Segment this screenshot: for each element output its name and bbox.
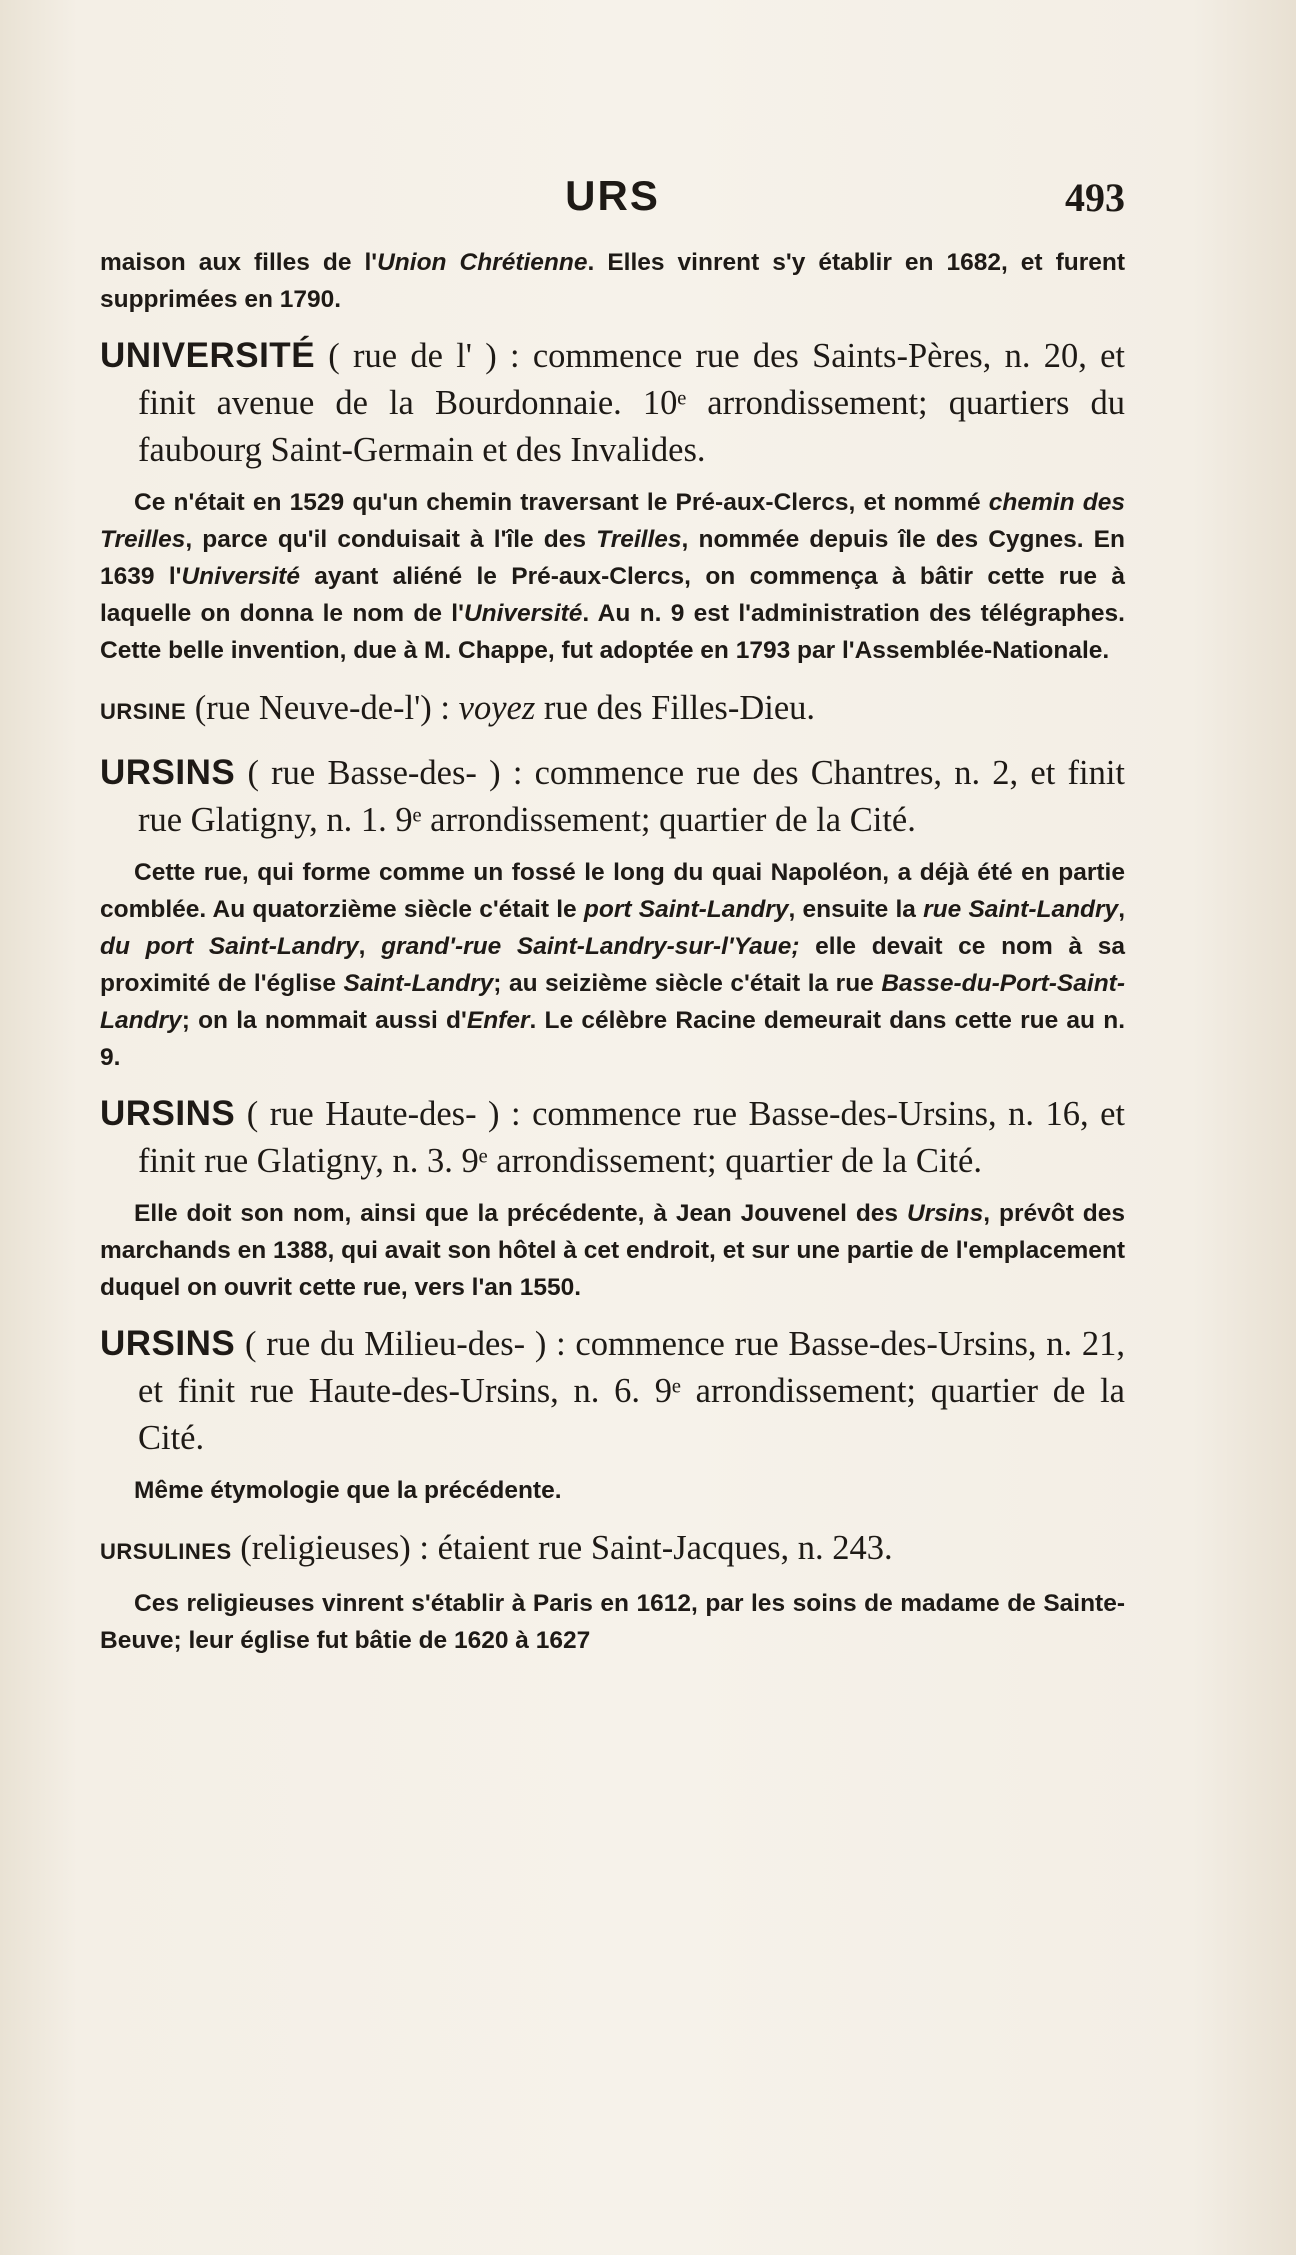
entry-ursins-basse (100, 749, 1125, 844)
entry-note-universite: Ce n'était en 1529 qu'un chemin traversant le Pré-aux-Clercs, et nommé chemin des Treilles, parce qu'il conduisait à l'île des Treilles, nommée depuis île des Cygnes. En 1639 l'Université ayant aliéné le Pré-aux-Clercs, on commença à bâtir cette rue à laquelle on donna le nom de l'Université. Au n. 9 est l'administration des télégraphes. Cette belle invention, due à M. Chappe, fut adoptée en 1793 par l'Assemblée-Nationale. (100, 489, 1125, 664)
entry-universite (100, 332, 1125, 474)
entry-head: URSINS (100, 1324, 236, 1363)
entry-head: URSINS (100, 1094, 236, 1133)
cross-reference: voyez (458, 689, 536, 727)
entry-head: URSULINES (100, 1539, 232, 1564)
running-title: URS (565, 172, 660, 219)
entry-definition: (religieuses) : étaient rue Saint-Jacques, n. 243. (231, 1529, 893, 1567)
entry-note-ursins-basse: Cette rue, qui forme comme un fossé le long du quai Napoléon, a déjà été en partie comblée. Au quatorzième siècle c'était le port Saint-Landry, ensuite la rue Saint-Landry, du port Saint-Landry, grand'-rue Saint-Landry-sur-l'Yaue; elle devait ce nom à sa proximité de l'église Saint-Landry; au seizième siècle c'était la rue Basse-du-Port-Saint-Landry; on la nommait aussi d'Enfer. Le célèbre Racine demeurait dans cette rue au n. 9. (100, 859, 1125, 1071)
entry-note-ursins-milieu: Même étymologie que la précédente. (134, 1477, 562, 1504)
entry-ursins-haute (100, 1090, 1125, 1185)
page-content (100, 244, 1125, 1659)
entry-definition: ( rue de l' ) : commence rue des Saints-Pères, n. 20, et finit avenue de la Bourdonnaie. 10ᵉ arrondissement; quartiers du faubourg Saint-Germain et des Invalides. (138, 337, 1125, 469)
entry-definition: ( rue Haute-des- ) : commence rue Basse-des-Ursins, n. 16, et finit rue Glatigny, n. 3. 9ᵉ arrondissement; quartier de la Cité. (138, 1095, 1125, 1180)
entry-ursine: URSINE (rue Neuve-de-l') : voyez rue des Filles-Dieu. (100, 689, 816, 727)
entry-head: UNIVERSITÉ (100, 336, 316, 375)
continuation-text: maison aux filles de l'Union Chrétienne. Elles vinrent s'y établir en 1682, et furent supprimées en 1790. (100, 249, 1126, 313)
entry-note-ursulines: Ces religieuses vinrent s'établir à Paris en 1612, par les soins de madame de Sainte-Beuve; leur église fut bâtie de 1620 à 1627 (100, 1590, 1125, 1654)
page-number: 493 (1065, 175, 1125, 220)
entry-ursins-milieu (100, 1320, 1125, 1462)
entry-ursulines (100, 1525, 1125, 1575)
entry-head: URSINS (100, 753, 236, 792)
entry-definition: ( rue du Milieu-des- ) : commence rue Basse-des-Ursins, n. 21, et finit rue Haute-des-Ursins, n. 6. 9ᵉ arrondissement; quartier de la Cité. (138, 1325, 1125, 1457)
entry-definition: ( rue Basse-des- ) : commence rue des Chantres, n. 2, et finit rue Glatigny, n. 1. 9ᵉ arrondissement; quartier de la Cité. (138, 754, 1125, 839)
entry-head: URSINE (100, 699, 187, 724)
entry-note-ursins-haute: Elle doit son nom, ainsi que la précédente, à Jean Jouvenel des Ursins, prévôt des marchands en 1388, qui avait son hôtel à cet endroit, et sur une partie de l'emplacement duquel on ouvrit cette rue, vers l'an 1550. (100, 1200, 1125, 1301)
running-header (100, 172, 1125, 222)
